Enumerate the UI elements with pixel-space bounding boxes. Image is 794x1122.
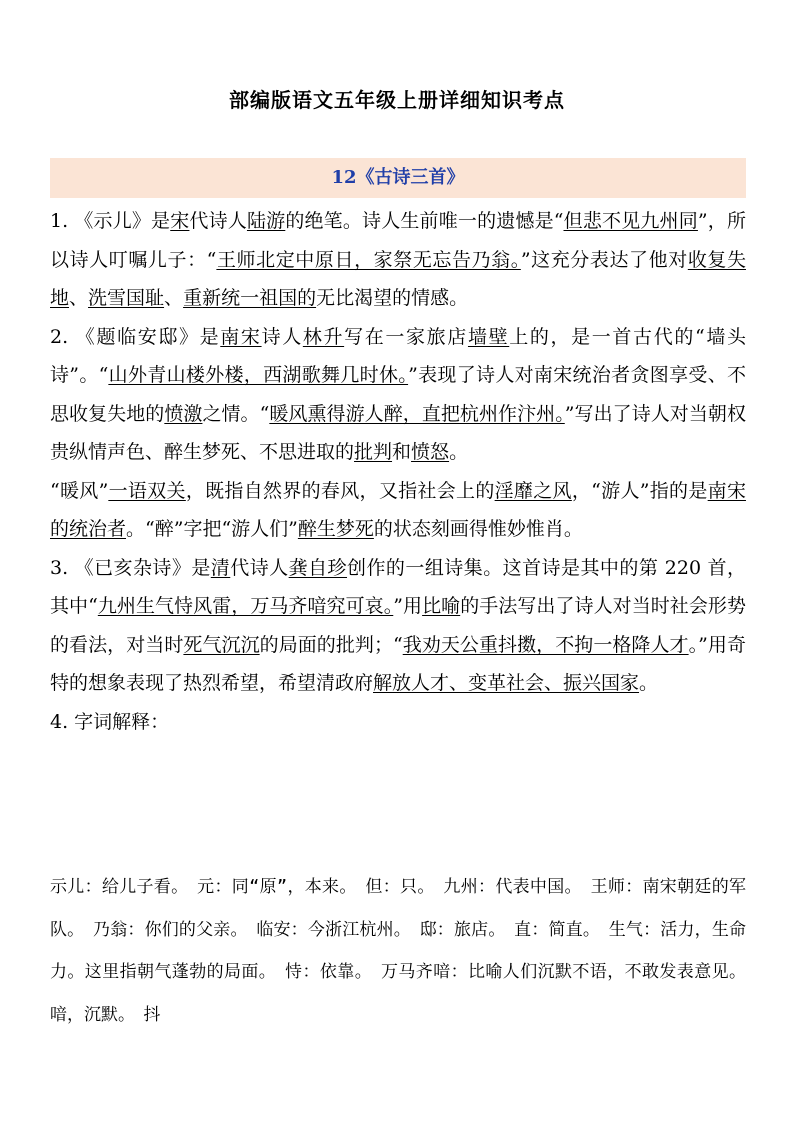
text: 1. 《示儿》是	[50, 210, 171, 232]
underlined-text: 清	[210, 556, 231, 579]
text: 写在一家旅店	[344, 325, 468, 348]
underlined-text: 南宋的统治者	[50, 479, 746, 540]
paragraph-shier	[50, 202, 746, 318]
paragraph-tilinandi	[50, 318, 746, 472]
text: 。”用奇特的想象表现了热烈希望，希望清政府	[50, 633, 746, 694]
underlined-text: 解放人才、变革社会、振兴国家	[373, 672, 640, 694]
underlined-text: 龚自珍	[288, 556, 348, 579]
text: 的手法写出了诗人对当时社会形势的看法，对当时	[50, 595, 746, 656]
paragraph-word-heading: 4. 字词解释：	[50, 710, 170, 733]
text: 。“醉”字把“游人们”	[126, 518, 298, 540]
underlined-text: 陆游	[246, 210, 286, 232]
underlined-text: 山外青山楼外楼，西湖歌舞几时休。	[108, 364, 409, 386]
underlined-text: 洗雪国耻	[88, 287, 165, 309]
text: 3. 《已亥杂诗》是	[50, 556, 211, 579]
underlined-text: 宋	[170, 210, 190, 232]
text: 和	[392, 441, 412, 463]
text: 之情。“	[202, 402, 270, 425]
underlined-text: 墙壁	[467, 325, 510, 348]
text: 的状态刻画得惟妙惟肖。	[373, 518, 583, 540]
text: 的局面的批判；“	[259, 633, 403, 656]
underlined-text: 比喻	[422, 595, 461, 617]
word-definitions	[50, 866, 746, 1036]
text: 、	[69, 287, 89, 309]
underlined-text: 死气沉沉	[183, 633, 260, 656]
text: 代诗人	[230, 556, 289, 579]
paragraph-jihaizashi	[50, 549, 746, 703]
underlined-text: 醉生梦死	[297, 518, 374, 540]
underlined-text: 重新统一祖国的	[183, 287, 317, 309]
underlined-text: 收复失地	[50, 248, 746, 309]
underlined-text: 南宋	[220, 325, 262, 348]
text: 上的，是一首古代的“墙头诗”。“	[50, 325, 746, 386]
underlined-text: 九州生气恃风雷，万马齐喑究可哀。	[97, 595, 394, 617]
text: ”表现了诗人对南宋统治者贪图享受、不思收复失地的	[50, 364, 746, 425]
text: 无比渴望的情感。	[316, 287, 469, 309]
text: ”这充分表达了他对	[520, 248, 688, 271]
underlined-text: 淫靡之风	[494, 479, 572, 502]
text: 代诗人	[189, 210, 247, 232]
underlined-text: 林升	[302, 325, 345, 348]
body-text	[50, 202, 746, 741]
underlined-text: 一语双关	[108, 479, 186, 502]
text: 诗人	[261, 325, 303, 348]
text: ”，所以诗人叮嘱儿子：“	[50, 210, 746, 271]
text: 。	[449, 441, 469, 463]
text: “暖风”	[50, 479, 109, 502]
text: 创作的一组诗集。这首诗是其中的第 220 首，其中“	[50, 556, 746, 617]
text: ”写出了诗人对当朝权贵纵情声色、醉生梦死、不思进取的	[50, 402, 746, 463]
definitions-text: 示儿：给儿子看。 元：同“原”，本来。 但：只。 九州：代表中国。 王师：南宋朝廷的军队。 乃翁：你们的父亲。 临安：今浙江杭州。 邸：旅店。 直：简直。 生气：活力，生命力。这里指朝气蓬勃的局面。 恃：依靠。 万马齐喑：比喻人们沉默不语，不敢发表意见。喑，沉默。 抖	[50, 877, 746, 1025]
section-title: 12《古诗三首》	[331, 167, 465, 188]
text: 、	[164, 287, 184, 309]
text: 的绝笔。诗人生前唯一的遗憾是“	[285, 210, 564, 232]
text: ，“游人”指的是	[571, 479, 708, 502]
underlined-text: 但悲不见九州同	[563, 210, 698, 232]
text: ，既指自然界的春风，又指社会上的	[185, 479, 495, 502]
text: 。	[639, 672, 659, 694]
underlined-text: 我劝天公重抖擞，不拘一格降人才	[402, 633, 689, 656]
underlined-text: 批判	[354, 441, 393, 463]
underlined-text: 王师北定中原日，家祭无忘告乃翁。	[216, 248, 521, 271]
text: ”用	[393, 595, 423, 617]
document-title: 部编版语文五年级上册详细知识考点	[229, 88, 565, 112]
underlined-text: 愤怒	[411, 441, 450, 463]
paragraph-nuanfeng	[50, 472, 746, 549]
section-header	[50, 158, 746, 198]
text: 2. 《题临安邸》是	[50, 325, 221, 348]
underlined-text: 愤激	[164, 402, 203, 425]
underlined-text: 暖风熏得游人醉，直把杭州作汴州。	[269, 402, 565, 425]
